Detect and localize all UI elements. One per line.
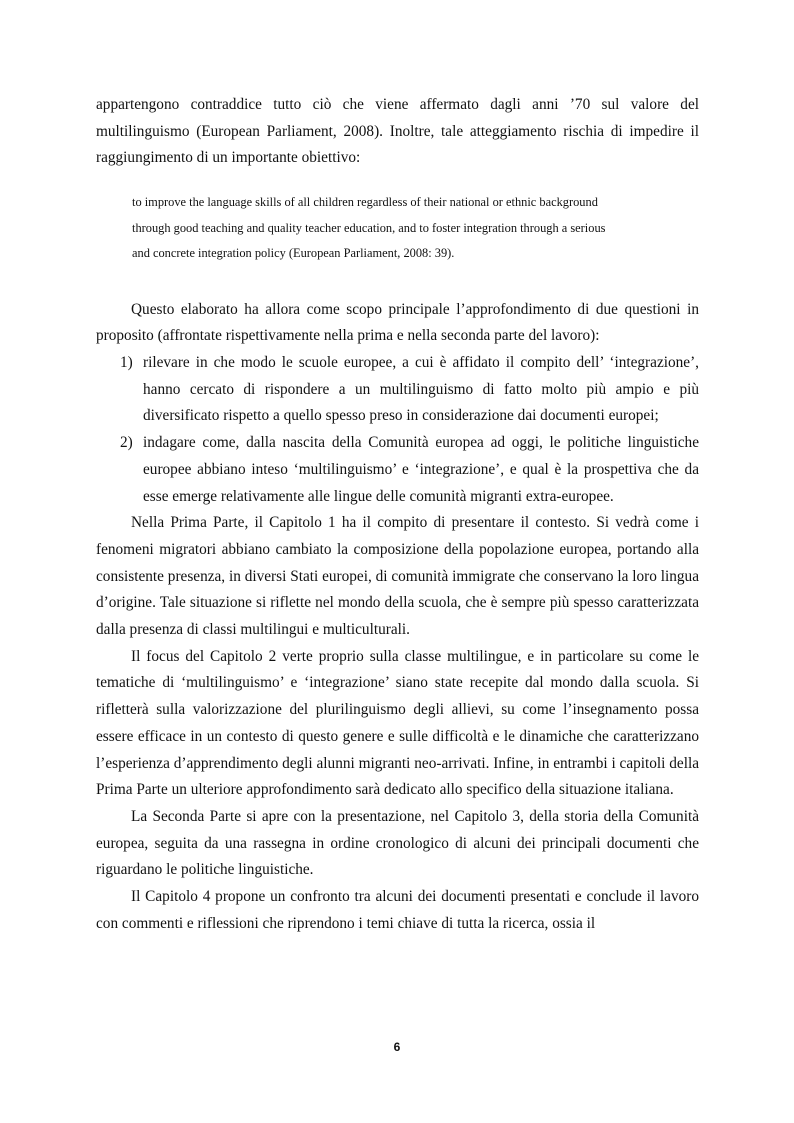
- list-number: 2): [120, 434, 133, 452]
- page-number: 6: [393, 1040, 401, 1054]
- quote-line: to improve the language skills of all children regardless of their national or ethnic background: [132, 195, 598, 210]
- list-item-text: indagare come, dalla nascita della Comunità europea ad oggi, le politiche linguistiche europee abbiano inteso ‘multilinguismo’ e ‘integrazione’, e qual è la prospettiva che da esse emerge relativamente alle lingue delle comunità migranti extra-europee.: [143, 434, 699, 505]
- objectives-list: [96, 350, 699, 510]
- quote-line: through good teaching and quality teacher education, and to foster integration through a serious: [132, 220, 606, 235]
- paragraph-intro: Questo elaborato ha allora come scopo principale l’approfondimento di due questioni in proposito (affrontate rispettivamente nella prima e nella seconda parte del lavoro):: [96, 300, 699, 345]
- paragraph-chapter-2: Il focus del Capitolo 2 verte proprio sulla classe multilingue, e in particolare su come le tematiche di ‘multilinguismo’ e ‘integrazione’ siano state recepite dal mondo dalla scuola. Si rifletterà sulla valorizzazione del plurilinguismo degli allievi, su come l’insegnamento possa essere efficace in un contesto di questo genere e sulle difficoltà e le dinamiche che caratterizzano l’esperienza d’apprendimento degli alunni migranti neo-arrivati. Infine, in entrambi i capitoli della Prima Parte un ulteriore approfondimento sarà dedicato allo specifico della situazione italiana.: [96, 647, 699, 799]
- list-item: [96, 430, 699, 510]
- block-quote: [132, 190, 662, 267]
- list-item: [96, 350, 699, 430]
- paragraph-chapter-4: Il Capitolo 4 propone un confronto tra alcuni dei documenti presentati e conclude il lavoro con commenti e riflessioni che riprendono i temi chiave di tutta la ricerca, ossia il: [96, 888, 699, 932]
- list-item-text: rilevare in che modo le scuole europee, a cui è affidato il compito dell’ ‘integrazione’, hanno cercato di rispondere a un multilinguismo di fatto molto più ampio e più diversificato rispetto a quello spesso preso in considerazione dai documenti europei;: [143, 354, 699, 425]
- document-page: [96, 92, 699, 937]
- list-number: 1): [120, 354, 133, 372]
- quote-line: and concrete integration policy (European Parliament, 2008: 39).: [132, 246, 455, 261]
- paragraph-chapter-1: Nella Prima Parte, il Capitolo 1 ha il compito di presentare il contesto. Si vedrà come i fenomeni migratori abbiano cambiato la composizione della popolazione europea, portando alla consistente presenza, in diversi Stati europei, di comunità immigrate che conservano la loro lingua d’origine. Tale situazione si riflette nel mondo della scuola, che è sempre più spesso caratterizzata dalla presenza di classi multilingui e multiculturali.: [96, 514, 699, 639]
- paragraph-continuation: appartengono contraddice tutto ciò che viene affermato dagli anni ’70 sul valore del multilinguismo (European Parliament, 2008). Inoltre, tale atteggiamento rischia di impedire il raggiungimento di un importante obiettivo:: [96, 96, 699, 167]
- paragraph-chapter-3: La Seconda Parte si apre con la presentazione, nel Capitolo 3, della storia della Comunità europea, seguita da una rassegna in ordine cronologico di alcuni dei principali documenti che riguardano le politiche linguistiche.: [96, 807, 699, 879]
